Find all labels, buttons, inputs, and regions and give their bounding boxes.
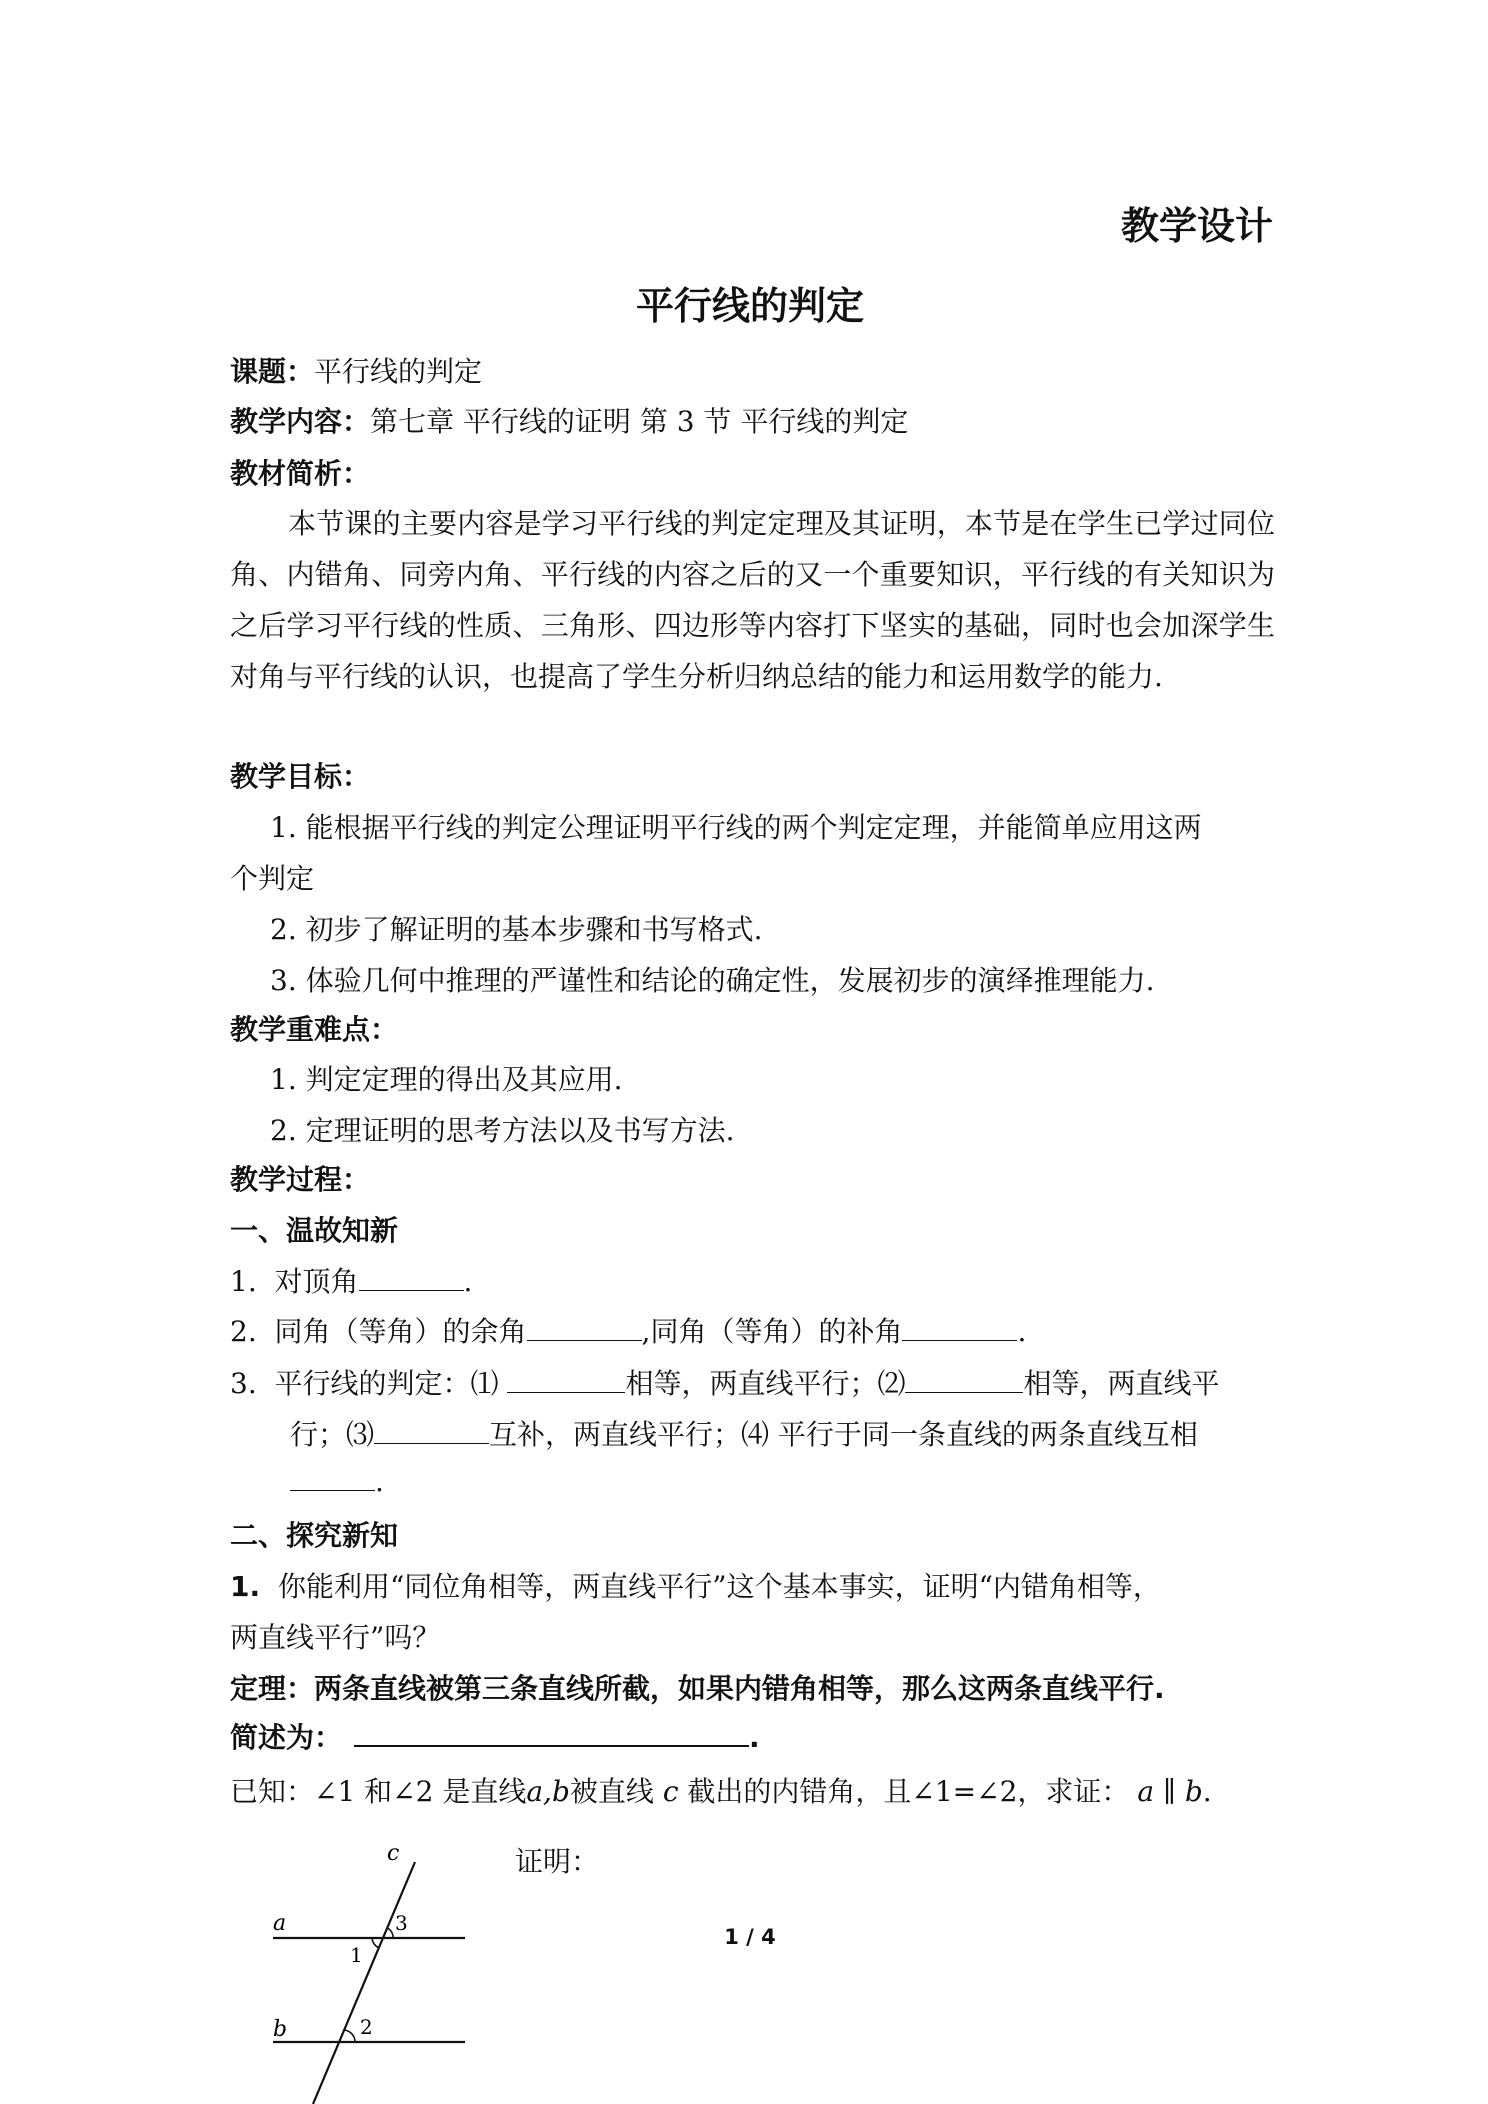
analysis-label: 教材简析： <box>230 457 371 490</box>
q2-end: . <box>1017 1315 1027 1348</box>
answer-blank[interactable] <box>902 1314 1017 1341</box>
given-line-c: c <box>662 1775 679 1808</box>
q3-part-b: 相等，两直线平行；⑵ <box>625 1367 906 1400</box>
topic-row <box>230 350 482 390</box>
label-a: a <box>273 1911 287 1936</box>
goal-2: 2. 初步了解证明的基本步骤和书写格式. <box>270 913 763 946</box>
angle-2-arc <box>344 2030 355 2042</box>
q2-number: 2. <box>230 1315 257 1348</box>
review-heading: 一、温故知新 <box>230 1214 399 1247</box>
answer-blank[interactable] <box>527 1314 642 1341</box>
answer-blank[interactable] <box>374 1417 489 1444</box>
q3-part-d: 行；⑶ <box>290 1418 375 1451</box>
content-label: 教学内容： <box>230 405 371 438</box>
brief-statement <box>230 1716 760 1756</box>
label-angle-1: 1 <box>350 1943 363 1967</box>
process-label: 教学过程： <box>230 1163 371 1196</box>
q3-part-a: 平行线的判定：⑴ <box>274 1367 508 1400</box>
goal-3: 3. 体验几何中推理的严谨性和结论的确定性，发展初步的演绎推理能力. <box>270 964 1155 997</box>
q3-end: . <box>375 1465 384 1498</box>
q2-part-b: ,同角（等角）的补角 <box>641 1315 903 1348</box>
q1-number: 1. <box>230 1265 257 1298</box>
answer-blank[interactable] <box>354 1719 749 1747</box>
explore-q1-line-1: 你能利用“同位角相等，两直线平行”这个基本事实，证明“内错角相等， <box>277 1570 1161 1603</box>
page-number: 1 / 4 <box>724 1925 776 1949</box>
given-mid: 被直线 <box>569 1775 654 1808</box>
analysis-text: 本节课的主要内容是学习平行线的判定定理及其证明，本节是在学生已学过同位角、内错角、同旁内角、平行线的内容之后的又一个重要知识，平行线的有关知识为之后学习平行线的性质、三角形、四边形等内容打下坚实的基础，同时也会加深学生对角与平行线的认识，也提高了学生分析归纳总结的能力和运用数学的能力. <box>230 507 1275 693</box>
explore-heading: 二、探究新知 <box>230 1519 399 1552</box>
key-points-label: 教学重难点： <box>230 1013 399 1046</box>
answer-blank[interactable] <box>905 1366 1023 1393</box>
review-question-3 <box>230 1362 1219 1402</box>
given-rest: 截出的内错角，且∠1=∠2，求证： <box>687 1775 1130 1808</box>
given-end: . <box>1202 1775 1212 1808</box>
theorem: 定理：两条直线被第三条直线所截，如果内错角相等，那么这两条直线平行. <box>230 1672 1165 1705</box>
q2-part-a: 同角（等角）的余角 <box>274 1315 527 1348</box>
q1-end: . <box>463 1265 473 1298</box>
label-angle-2: 2 <box>360 2015 373 2039</box>
review-question-3-end <box>290 1464 384 1498</box>
explore-q1-line-2: 两直线平行”吗？ <box>230 1621 441 1654</box>
label-c: c <box>387 1841 400 1866</box>
given-goal: a ∥ b <box>1137 1775 1203 1808</box>
q1-text: 对顶角 <box>274 1265 359 1298</box>
explore-q1-number: 1. <box>230 1570 261 1603</box>
page-title: 平行线的判定 <box>635 284 864 328</box>
answer-blank[interactable] <box>359 1264 464 1291</box>
q3-number: 3. <box>230 1367 257 1400</box>
topic-label: 课题： <box>230 355 315 388</box>
given-lines-ab: a,b <box>526 1775 570 1808</box>
answer-blank[interactable] <box>507 1366 625 1393</box>
q3-part-c: 相等，两直线平 <box>1023 1367 1220 1400</box>
topic-value: 平行线的判定 <box>314 355 483 388</box>
brief-end: . <box>749 1721 760 1754</box>
goal-1-line-1: 1. 能根据平行线的判定公理证明平行线的两个判定定理，并能简单应用这两 <box>270 811 1202 844</box>
label-angle-3: 3 <box>395 1911 408 1935</box>
explore-question-1 <box>230 1565 1161 1605</box>
goal-1-line-2: 个判定 <box>230 862 315 895</box>
key-point-2: 2. 定理证明的思考方法以及书写方法. <box>270 1114 735 1147</box>
key-point-1: 1. 判定定理的得出及其应用. <box>270 1063 623 1096</box>
q3-part-e: 互补，两直线平行；⑷ 平行于同一条直线的两条直线互相 <box>489 1418 1198 1451</box>
content-row <box>230 400 908 440</box>
parallel-lines-figure <box>255 1840 495 2104</box>
review-question-2 <box>230 1310 1026 1350</box>
review-question-1 <box>230 1260 472 1300</box>
given-statement <box>230 1770 1212 1810</box>
review-question-3-cont <box>290 1413 1198 1453</box>
answer-blank[interactable] <box>290 1464 375 1491</box>
given-text: 已知：∠1 和∠2 是直线 <box>230 1775 527 1808</box>
content-value: 第七章 平行线的证明 第 3 节 平行线的判定 <box>370 405 909 438</box>
document-type: 教学设计 <box>1120 204 1273 248</box>
line-c <box>313 1862 415 2104</box>
label-b: b <box>273 2017 288 2042</box>
brief-label: 简述为： <box>230 1721 343 1754</box>
proof-label: 证明： <box>515 1845 600 1878</box>
goals-label: 教学目标： <box>230 760 371 793</box>
